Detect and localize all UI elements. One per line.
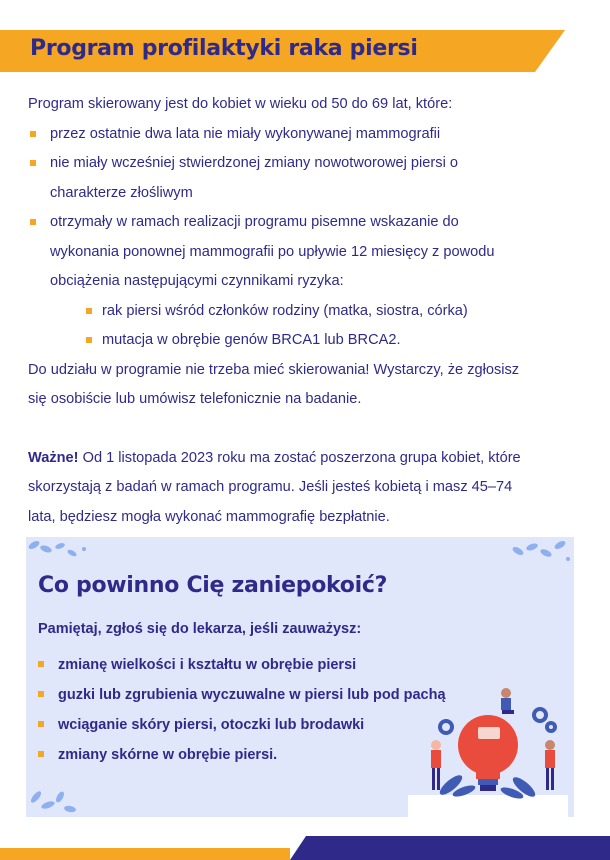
warning-title: Co powinno Cię zaniepokoić? (38, 573, 388, 598)
leaf-icon (26, 537, 96, 567)
criteria-list (28, 120, 588, 297)
no-referral-text: Do udziału w programie nie trzeba mieć skierowania! Wystarczy, że zgłosisz się osobiście lub umówisz telefonicznie na badanie. (28, 361, 520, 407)
lightbulb-icon (458, 715, 518, 791)
list-item: guzki lub zgrubienia wyczuwalne w piersi lub pod pachą (38, 680, 518, 710)
lightbulb-illustration (406, 687, 574, 817)
warning-box (26, 537, 574, 817)
person-icon (501, 688, 514, 714)
page-title: Program profilaktyki raka piersi (30, 36, 418, 61)
illustration-ground (408, 795, 568, 817)
intro-text: Program skierowany jest do kobiet w wieku od 50 do 69 lat, które: (28, 96, 453, 112)
important-note: Ważne! Od 1 listopada 2023 roku ma zostać poszerzona grupa kobiet, które skorzystają z badań w ramach programu. Jeśli jesteś kobietą i masz 45–74 lata, będziesz mogła wykonać mammografię bezpłatnie. (28, 449, 521, 525)
title-banner (0, 30, 565, 72)
warning-intro: Pamiętaj, zgłoś się do lekarza, jeśli zauważysz: (38, 621, 362, 637)
list-item: mutacja w obrębie genów BRCA1 lub BRCA2. (86, 326, 588, 356)
list-item: nie miały wcześniej stwierdzonej zmiany nowotworowej piersi o charakterze złośliwym (28, 149, 588, 208)
list-item: wciąganie skóry piersi, otoczki lub brodawki (38, 710, 518, 740)
person-icon (431, 740, 441, 790)
program-description (28, 90, 588, 532)
leaf-icon (506, 537, 574, 569)
footer-bar (0, 836, 610, 860)
list-item: zmianę wielkości i kształtu w obrębie piersi (38, 650, 518, 680)
person-icon (545, 740, 555, 790)
list-item: zmiany skórne w obrębie piersi. (38, 740, 518, 770)
important-label: Ważne! (28, 449, 79, 466)
list-item: rak piersi wśród członków rodziny (matka, siostra, córka) (86, 297, 588, 327)
list-item: otrzymały w ramach realizacji programu pisemne wskazanie do wykonania ponownej mammografii po upływie 12 miesięcy z powodu obciążenia następującymi czynnikami ryzyka: (28, 208, 588, 297)
list-item: przez ostatnie dwa lata nie miały wykonywanej mammografii (28, 120, 588, 150)
risk-factors-list (28, 297, 588, 356)
